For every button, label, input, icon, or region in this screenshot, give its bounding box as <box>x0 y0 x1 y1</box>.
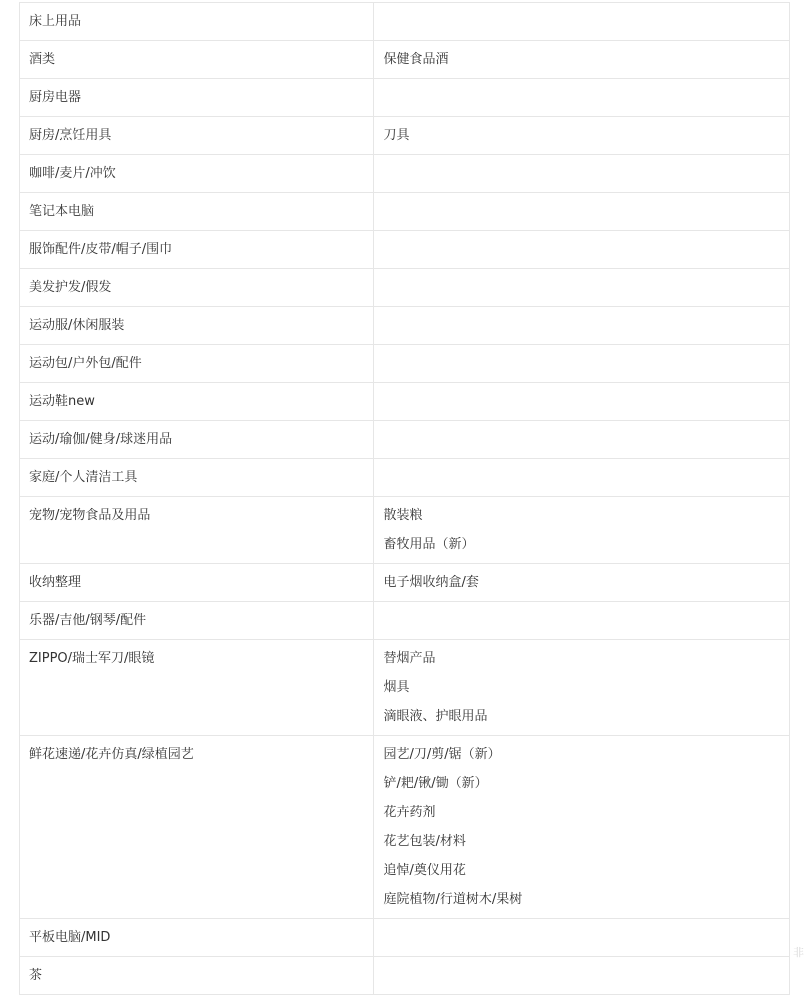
subcategory-cell <box>374 459 790 497</box>
category-label: 床上用品 <box>29 14 82 29</box>
subcategory-label: 庭院植物/行道树木/果树 <box>383 892 523 907</box>
subcategory-cell <box>374 345 790 383</box>
table-row <box>20 269 790 307</box>
category-label: 厨房/烹饪用具 <box>29 128 112 143</box>
category-label: 运动/瑜伽/健身/球迷用品 <box>29 432 173 447</box>
table-row <box>20 383 790 421</box>
table-row <box>20 957 790 995</box>
table-row <box>20 421 790 459</box>
subcategory-label: 电子烟收纳盒/套 <box>383 575 479 590</box>
category-cell <box>20 640 374 736</box>
category-label: 运动服/休闲服装 <box>29 318 125 333</box>
category-label: 收纳整理 <box>29 575 82 590</box>
table-row <box>20 919 790 957</box>
table-row <box>20 497 790 564</box>
category-cell <box>20 919 374 957</box>
subcategory-label: 刀具 <box>383 128 410 143</box>
category-cell <box>20 117 374 155</box>
category-cell <box>20 957 374 995</box>
category-cell <box>20 345 374 383</box>
category-label: ZIPPO/瑞士军刀/眼镜 <box>29 651 155 666</box>
subcategory-cell <box>374 155 790 193</box>
subcategory-label: 滴眼液、护眼用品 <box>383 709 488 724</box>
category-table <box>19 2 790 995</box>
category-label: 茶 <box>29 968 43 983</box>
watermark-text: 非 <box>793 946 804 959</box>
subcategory-cell <box>374 269 790 307</box>
category-cell <box>20 41 374 79</box>
subcategory-label: 烟具 <box>383 680 410 695</box>
subcategory-cell <box>374 3 790 41</box>
subcategory-label: 园艺/刀/剪/锯（新） <box>383 747 501 762</box>
table-row <box>20 307 790 345</box>
subcategory-label: 铲/耙/锹/锄（新） <box>383 776 488 791</box>
table-row <box>20 640 790 736</box>
subcategory-cell <box>374 193 790 231</box>
table-row <box>20 41 790 79</box>
category-cell <box>20 3 374 41</box>
category-label: 运动鞋new <box>29 394 95 409</box>
category-table-body <box>20 3 790 995</box>
subcategory-cell <box>374 231 790 269</box>
table-row <box>20 117 790 155</box>
category-label: 咖啡/麦片/冲饮 <box>29 166 116 181</box>
category-cell <box>20 497 374 564</box>
category-label: 服饰配件/皮带/帽子/围巾 <box>29 242 173 257</box>
category-cell <box>20 231 374 269</box>
subcategory-cell <box>374 117 790 155</box>
category-label: 家庭/个人清洁工具 <box>29 470 138 485</box>
subcategory-label: 追悼/奠仪用花 <box>383 863 466 878</box>
category-cell <box>20 193 374 231</box>
subcategory-cell <box>374 383 790 421</box>
category-cell <box>20 564 374 602</box>
subcategory-cell <box>374 736 790 919</box>
table-row <box>20 736 790 919</box>
subcategory-label: 保健食品酒 <box>383 52 449 67</box>
table-row <box>20 602 790 640</box>
category-label: 笔记本电脑 <box>29 204 95 219</box>
category-label: 酒类 <box>29 52 56 67</box>
category-cell <box>20 307 374 345</box>
category-cell <box>20 79 374 117</box>
category-cell <box>20 155 374 193</box>
table-row <box>20 459 790 497</box>
subcategory-cell <box>374 640 790 736</box>
category-label: 平板电脑/MID <box>29 930 111 945</box>
table-row <box>20 155 790 193</box>
subcategory-cell <box>374 79 790 117</box>
subcategory-cell <box>374 957 790 995</box>
subcategory-cell <box>374 307 790 345</box>
category-cell <box>20 736 374 919</box>
category-cell <box>20 602 374 640</box>
table-row <box>20 345 790 383</box>
category-label: 乐器/吉他/钢琴/配件 <box>29 613 147 628</box>
subcategory-label: 花卉药剂 <box>383 805 436 820</box>
subcategory-label: 替烟产品 <box>383 651 436 666</box>
table-row <box>20 3 790 41</box>
category-label: 厨房电器 <box>29 90 82 105</box>
subcategory-label: 畜牧用品（新） <box>383 537 475 552</box>
category-cell <box>20 269 374 307</box>
category-cell <box>20 383 374 421</box>
subcategory-cell <box>374 919 790 957</box>
table-row <box>20 231 790 269</box>
category-label: 鲜花速递/花卉仿真/绿植园艺 <box>29 747 194 762</box>
subcategory-cell <box>374 41 790 79</box>
subcategory-label: 花艺包装/材料 <box>383 834 466 849</box>
table-row <box>20 193 790 231</box>
subcategory-cell <box>374 602 790 640</box>
subcategory-cell <box>374 497 790 564</box>
subcategory-cell <box>374 564 790 602</box>
category-table-container <box>19 2 790 995</box>
table-row <box>20 79 790 117</box>
subcategory-cell <box>374 421 790 459</box>
table-row <box>20 564 790 602</box>
category-label: 美发护发/假发 <box>29 280 112 295</box>
category-label: 宠物/宠物食品及用品 <box>29 508 151 523</box>
category-cell <box>20 421 374 459</box>
subcategory-label: 散装粮 <box>383 508 423 523</box>
category-label: 运动包/户外包/配件 <box>29 356 142 371</box>
category-cell <box>20 459 374 497</box>
